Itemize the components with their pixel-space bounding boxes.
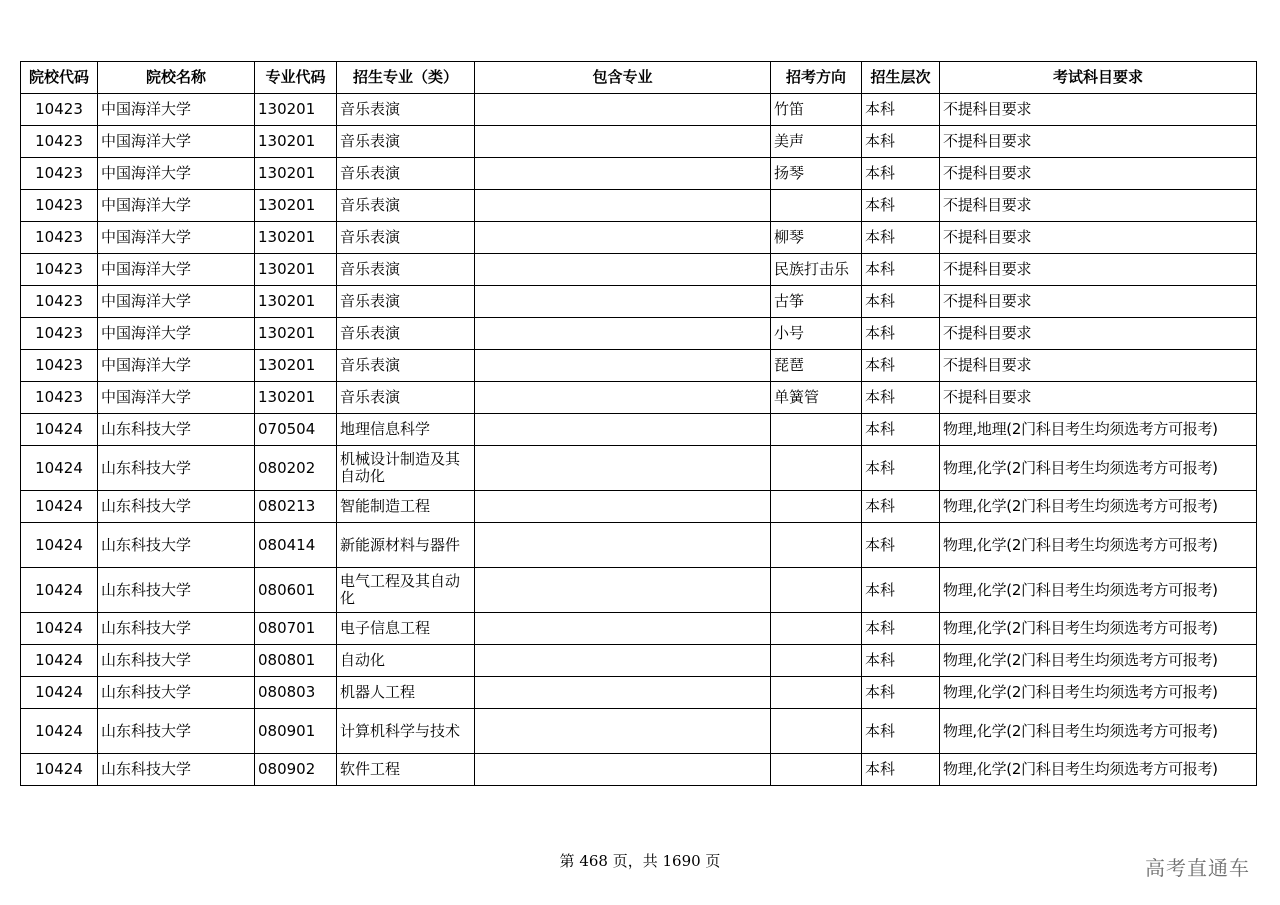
major-cell: 音乐表演 (337, 126, 475, 158)
level-cell: 本科 (862, 350, 940, 382)
major-code-cell: 080803 (255, 677, 337, 709)
level-cell: 本科 (862, 286, 940, 318)
table-row (21, 382, 1257, 414)
table-row (21, 222, 1257, 254)
school-code-cell: 10424 (21, 491, 98, 523)
school-code-cell: 10424 (21, 709, 98, 754)
level-cell: 本科 (862, 446, 940, 491)
school-name-cell: 中国海洋大学 (98, 190, 255, 222)
school-code-cell: 10424 (21, 446, 98, 491)
direction-cell (771, 190, 862, 222)
includes-cell (475, 709, 771, 754)
level-cell: 本科 (862, 414, 940, 446)
requirement-cell: 不提科目要求 (940, 126, 1257, 158)
requirement-cell: 物理,地理(2门科目考生均须选考方可报考) (940, 414, 1257, 446)
level-cell: 本科 (862, 754, 940, 786)
direction-cell: 琵琶 (771, 350, 862, 382)
school-code-cell: 10424 (21, 523, 98, 568)
level-cell: 本科 (862, 126, 940, 158)
school-name-cell: 中国海洋大学 (98, 158, 255, 190)
level-cell: 本科 (862, 158, 940, 190)
requirement-cell: 不提科目要求 (940, 94, 1257, 126)
major-code-cell: 080601 (255, 568, 337, 613)
direction-cell (771, 645, 862, 677)
includes-cell (475, 350, 771, 382)
direction-cell: 单簧管 (771, 382, 862, 414)
direction-cell: 民族打击乐 (771, 254, 862, 286)
table-body (21, 94, 1257, 786)
school-name-cell: 山东科技大学 (98, 568, 255, 613)
header-includes: 包含专业 (475, 62, 771, 94)
major-code-cell: 130201 (255, 286, 337, 318)
table-header-row (21, 62, 1257, 94)
includes-cell (475, 613, 771, 645)
major-cell: 机器人工程 (337, 677, 475, 709)
school-name-cell: 山东科技大学 (98, 491, 255, 523)
header-major-code: 专业代码 (255, 62, 337, 94)
table-row (21, 568, 1257, 613)
major-code-cell: 080902 (255, 754, 337, 786)
school-name-cell: 山东科技大学 (98, 414, 255, 446)
requirement-cell: 不提科目要求 (940, 190, 1257, 222)
includes-cell (475, 568, 771, 613)
major-code-cell: 130201 (255, 158, 337, 190)
major-code-cell: 130201 (255, 190, 337, 222)
table-row (21, 446, 1257, 491)
table-row (21, 523, 1257, 568)
major-cell: 自动化 (337, 645, 475, 677)
school-name-cell: 中国海洋大学 (98, 94, 255, 126)
major-code-cell: 130201 (255, 318, 337, 350)
major-code-cell: 080414 (255, 523, 337, 568)
school-code-cell: 10423 (21, 286, 98, 318)
level-cell: 本科 (862, 523, 940, 568)
level-cell: 本科 (862, 318, 940, 350)
includes-cell (475, 677, 771, 709)
school-name-cell: 中国海洋大学 (98, 254, 255, 286)
direction-cell: 美声 (771, 126, 862, 158)
table-row (21, 709, 1257, 754)
level-cell: 本科 (862, 568, 940, 613)
table-row (21, 645, 1257, 677)
major-code-cell: 080202 (255, 446, 337, 491)
school-name-cell: 山东科技大学 (98, 645, 255, 677)
school-code-cell: 10423 (21, 382, 98, 414)
table-row (21, 754, 1257, 786)
level-cell: 本科 (862, 491, 940, 523)
level-cell: 本科 (862, 222, 940, 254)
level-cell: 本科 (862, 382, 940, 414)
school-name-cell: 山东科技大学 (98, 677, 255, 709)
requirement-cell: 不提科目要求 (940, 158, 1257, 190)
major-code-cell: 130201 (255, 382, 337, 414)
major-cell: 音乐表演 (337, 350, 475, 382)
major-cell: 地理信息科学 (337, 414, 475, 446)
requirement-cell: 物理,化学(2门科目考生均须选考方可报考) (940, 709, 1257, 754)
requirement-cell: 不提科目要求 (940, 286, 1257, 318)
table-row (21, 613, 1257, 645)
school-code-cell: 10424 (21, 414, 98, 446)
school-code-cell: 10424 (21, 568, 98, 613)
school-code-cell: 10423 (21, 222, 98, 254)
major-cell: 音乐表演 (337, 318, 475, 350)
major-cell: 新能源材料与器件 (337, 523, 475, 568)
direction-cell: 扬琴 (771, 158, 862, 190)
direction-cell (771, 677, 862, 709)
major-code-cell: 080801 (255, 645, 337, 677)
requirement-cell: 物理,化学(2门科目考生均须选考方可报考) (940, 613, 1257, 645)
school-name-cell: 中国海洋大学 (98, 126, 255, 158)
level-cell: 本科 (862, 677, 940, 709)
requirement-cell: 物理,化学(2门科目考生均须选考方可报考) (940, 754, 1257, 786)
level-cell: 本科 (862, 613, 940, 645)
page-number: 第 468 页，共 1690 页 (559, 852, 721, 870)
requirement-cell: 物理,化学(2门科目考生均须选考方可报考) (940, 645, 1257, 677)
includes-cell (475, 286, 771, 318)
requirement-cell: 不提科目要求 (940, 382, 1257, 414)
major-cell: 音乐表演 (337, 190, 475, 222)
includes-cell (475, 414, 771, 446)
includes-cell (475, 754, 771, 786)
major-cell: 电气工程及其自动化 (337, 568, 475, 613)
header-level: 招生层次 (862, 62, 940, 94)
school-code-cell: 10423 (21, 190, 98, 222)
school-name-cell: 山东科技大学 (98, 754, 255, 786)
major-cell: 智能制造工程 (337, 491, 475, 523)
major-code-cell: 130201 (255, 126, 337, 158)
direction-cell (771, 414, 862, 446)
major-cell: 计算机科学与技术 (337, 709, 475, 754)
school-name-cell: 山东科技大学 (98, 709, 255, 754)
table-row (21, 414, 1257, 446)
level-cell: 本科 (862, 645, 940, 677)
direction-cell (771, 491, 862, 523)
requirement-cell: 物理,化学(2门科目考生均须选考方可报考) (940, 677, 1257, 709)
table-row (21, 126, 1257, 158)
header-major: 招生专业（类） (337, 62, 475, 94)
major-code-cell: 130201 (255, 222, 337, 254)
level-cell: 本科 (862, 94, 940, 126)
table-row (21, 318, 1257, 350)
school-code-cell: 10423 (21, 318, 98, 350)
includes-cell (475, 491, 771, 523)
includes-cell (475, 382, 771, 414)
level-cell: 本科 (862, 190, 940, 222)
direction-cell (771, 613, 862, 645)
includes-cell (475, 523, 771, 568)
major-code-cell: 080213 (255, 491, 337, 523)
table-row (21, 491, 1257, 523)
school-name-cell: 中国海洋大学 (98, 382, 255, 414)
major-code-cell: 080701 (255, 613, 337, 645)
direction-cell: 小号 (771, 318, 862, 350)
requirement-cell: 不提科目要求 (940, 222, 1257, 254)
school-name-cell: 中国海洋大学 (98, 286, 255, 318)
major-cell: 音乐表演 (337, 158, 475, 190)
includes-cell (475, 222, 771, 254)
major-cell: 音乐表演 (337, 382, 475, 414)
includes-cell (475, 645, 771, 677)
table-row (21, 158, 1257, 190)
school-code-cell: 10423 (21, 254, 98, 286)
requirement-cell: 物理,化学(2门科目考生均须选考方可报考) (940, 491, 1257, 523)
requirement-cell: 不提科目要求 (940, 254, 1257, 286)
table-row (21, 94, 1257, 126)
major-code-cell: 130201 (255, 94, 337, 126)
watermark: 高考直通车 (1145, 856, 1250, 880)
school-code-cell: 10423 (21, 350, 98, 382)
level-cell: 本科 (862, 709, 940, 754)
table-row (21, 286, 1257, 318)
direction-cell: 古筝 (771, 286, 862, 318)
requirement-cell: 不提科目要求 (940, 318, 1257, 350)
admissions-table (20, 61, 1257, 786)
direction-cell (771, 523, 862, 568)
school-name-cell: 中国海洋大学 (98, 318, 255, 350)
school-code-cell: 10424 (21, 613, 98, 645)
header-school-code: 院校代码 (21, 62, 98, 94)
requirement-cell: 不提科目要求 (940, 350, 1257, 382)
direction-cell: 柳琴 (771, 222, 862, 254)
major-cell: 软件工程 (337, 754, 475, 786)
table-row (21, 190, 1257, 222)
major-code-cell: 130201 (255, 350, 337, 382)
school-code-cell: 10423 (21, 94, 98, 126)
school-name-cell: 中国海洋大学 (98, 222, 255, 254)
major-code-cell: 130201 (255, 254, 337, 286)
header-requirement: 考试科目要求 (940, 62, 1257, 94)
includes-cell (475, 190, 771, 222)
direction-cell (771, 446, 862, 491)
level-cell: 本科 (862, 254, 940, 286)
school-code-cell: 10424 (21, 677, 98, 709)
includes-cell (475, 318, 771, 350)
school-code-cell: 10423 (21, 158, 98, 190)
major-code-cell: 070504 (255, 414, 337, 446)
includes-cell (475, 126, 771, 158)
direction-cell (771, 754, 862, 786)
includes-cell (475, 94, 771, 126)
direction-cell: 竹笛 (771, 94, 862, 126)
table-row (21, 350, 1257, 382)
requirement-cell: 物理,化学(2门科目考生均须选考方可报考) (940, 523, 1257, 568)
includes-cell (475, 158, 771, 190)
requirement-cell: 物理,化学(2门科目考生均须选考方可报考) (940, 446, 1257, 491)
direction-cell (771, 709, 862, 754)
school-name-cell: 山东科技大学 (98, 446, 255, 491)
table-row (21, 677, 1257, 709)
school-name-cell: 山东科技大学 (98, 613, 255, 645)
major-cell: 机械设计制造及其自动化 (337, 446, 475, 491)
major-cell: 音乐表演 (337, 286, 475, 318)
direction-cell (771, 568, 862, 613)
header-direction: 招考方向 (771, 62, 862, 94)
major-cell: 电子信息工程 (337, 613, 475, 645)
major-cell: 音乐表演 (337, 222, 475, 254)
major-cell: 音乐表演 (337, 254, 475, 286)
includes-cell (475, 446, 771, 491)
school-name-cell: 山东科技大学 (98, 523, 255, 568)
school-code-cell: 10423 (21, 126, 98, 158)
school-code-cell: 10424 (21, 754, 98, 786)
school-name-cell: 中国海洋大学 (98, 350, 255, 382)
major-code-cell: 080901 (255, 709, 337, 754)
requirement-cell: 物理,化学(2门科目考生均须选考方可报考) (940, 568, 1257, 613)
header-school-name: 院校名称 (98, 62, 255, 94)
includes-cell (475, 254, 771, 286)
table-row (21, 254, 1257, 286)
major-cell: 音乐表演 (337, 94, 475, 126)
school-code-cell: 10424 (21, 645, 98, 677)
